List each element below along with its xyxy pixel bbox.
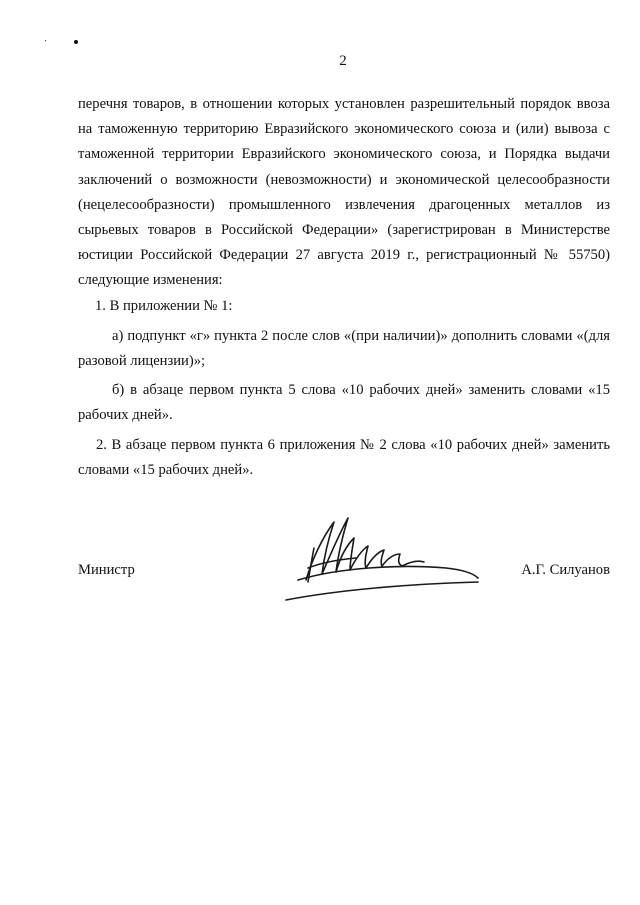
signer-title: Министр	[78, 562, 135, 578]
handwritten-signature	[278, 508, 488, 608]
scan-artifact: ·	[42, 35, 50, 48]
item-1-subitem-b: б) в абзаце первом пункта 5 слова «10 рабочих дней» заменить словами «15 рабочих дней».	[78, 382, 610, 424]
document-body	[78, 92, 610, 483]
item-1-heading: 1. В приложении № 1:	[95, 297, 233, 314]
scan-artifact-dot	[74, 40, 78, 44]
item-2-paragraph: 2. В абзаце первом пункта 6 приложения № 2 слова «10 рабочих дней» заменить словами «15 рабочих дней».	[78, 436, 610, 478]
page-number: 2	[339, 53, 347, 69]
item-1-subitem-a: а) подпункт «г» пункта 2 после слов «(при наличии)» дополнить словами «(для разовой лицензии)»;	[78, 327, 610, 370]
signer-name: А.Г. Силуанов	[521, 562, 610, 578]
intro-paragraph: перечня товаров, в отношении которых установлен разрешительный порядок ввоза на таможенную территорию Евразийского экономического союза и (или) вывоза с таможенной территории Евразийского экономического союза, и Порядка выдачи заключений о возможности (невозможности) и экономической целесообразности (нецелесообразности) промышленного извлечения драгоценных металлов из сырьевых товаров в Российской Федерации» (зарегистрирован в Министерстве юстиции Российской Федерации 27 августа 2019 г., регистрационный № 55750) следующие изменения:	[78, 96, 610, 289]
